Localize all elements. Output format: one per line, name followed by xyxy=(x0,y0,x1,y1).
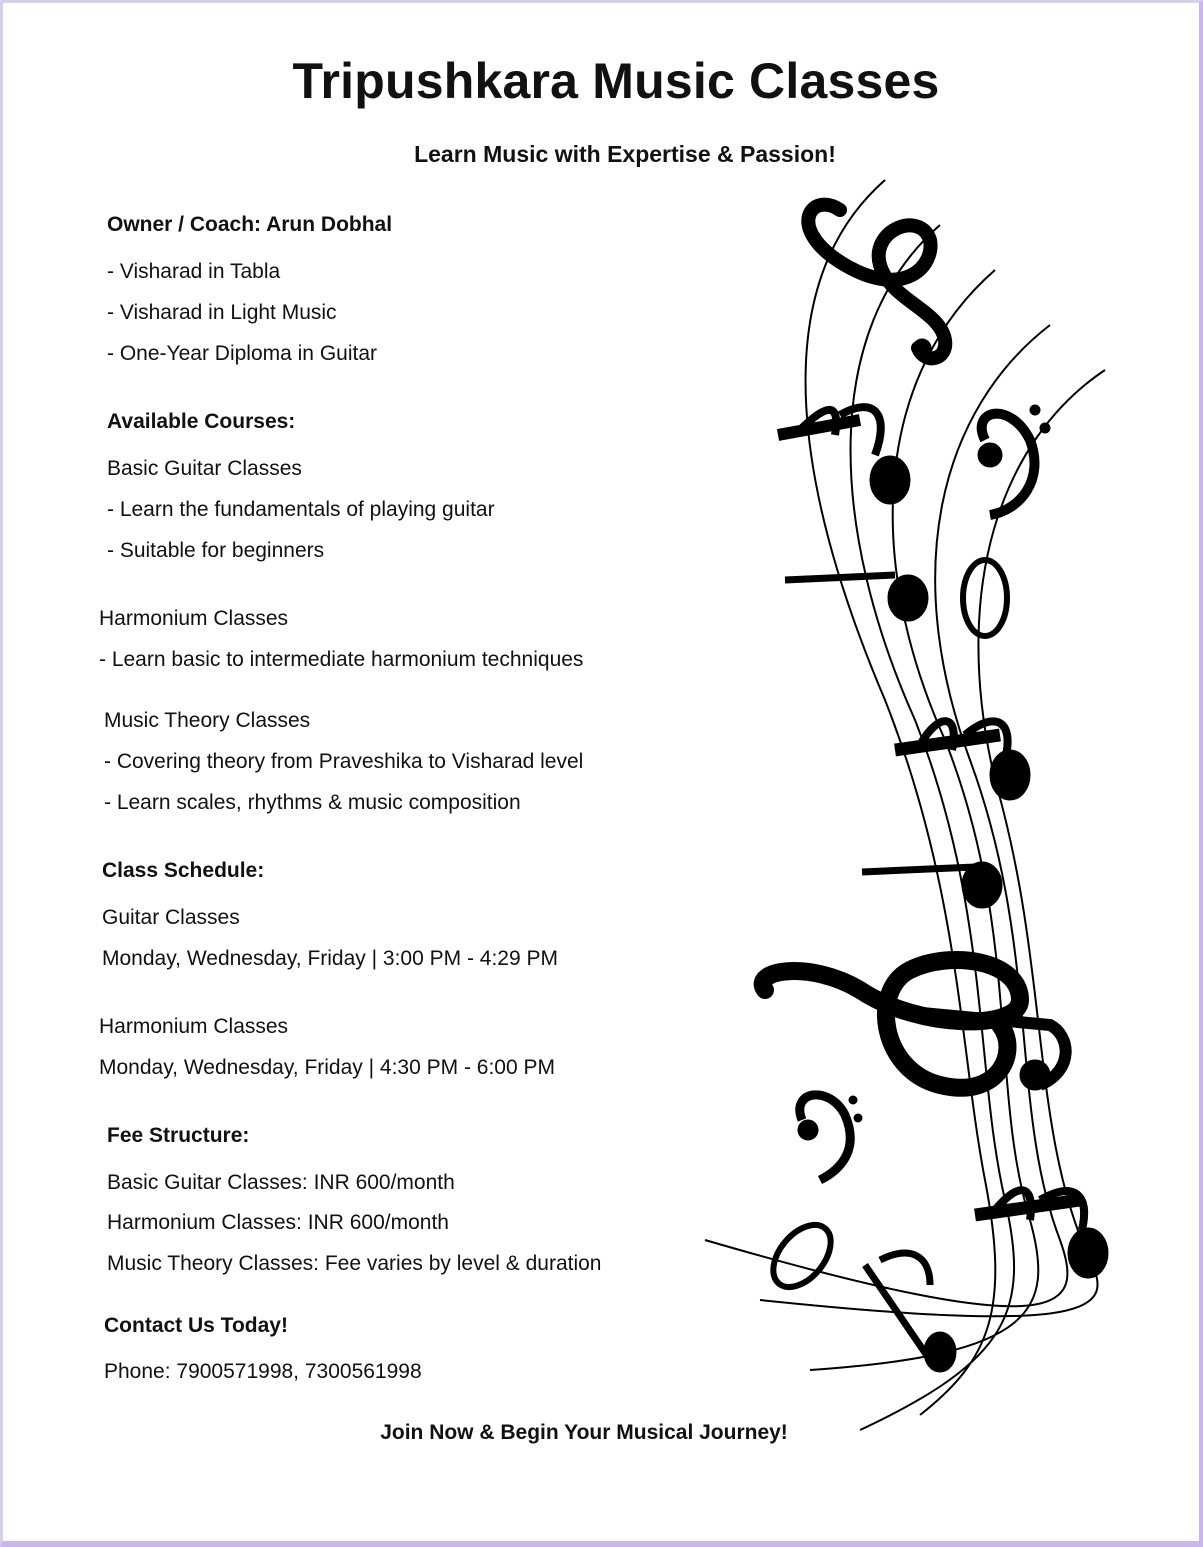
tagline: Learn Music with Expertise & Passion! xyxy=(414,141,836,167)
owner-qualification: - Visharad in Light Music xyxy=(107,301,337,324)
course-theory-point: - Covering theory from Praveshika to Visharad level xyxy=(104,750,584,773)
course-guitar-name: Basic Guitar Classes xyxy=(107,457,302,480)
course-theory-name: Music Theory Classes xyxy=(104,709,311,732)
schedule-guitar-time: Monday, Wednesday, Friday | 3:00 PM - 4:29 PM xyxy=(102,947,558,970)
closing-line: Join Now & Begin Your Musical Journey! xyxy=(380,1421,788,1444)
course-theory-point: - Learn scales, rhythms & music composition xyxy=(104,791,521,814)
schedule-heading: Class Schedule: xyxy=(102,859,265,882)
courses-heading: Available Courses: xyxy=(107,410,296,433)
course-guitar-point: - Suitable for beginners xyxy=(107,539,325,562)
course-guitar-point: - Learn the fundamentals of playing guitar xyxy=(107,498,495,521)
schedule-harmonium-time: Monday, Wednesday, Friday | 4:30 PM - 6:00 PM xyxy=(99,1056,555,1079)
fee-item: Basic Guitar Classes: INR 600/month xyxy=(107,1171,455,1194)
course-harmonium-point: - Learn basic to intermediate harmonium techniques xyxy=(99,648,584,671)
schedule-guitar-name: Guitar Classes xyxy=(102,906,240,929)
fee-item: Music Theory Classes: Fee varies by level & duration xyxy=(107,1252,602,1275)
fee-item: Harmonium Classes: INR 600/month xyxy=(107,1211,449,1234)
contact-phone: Phone: 7900571998, 7300561998 xyxy=(104,1360,422,1383)
owner-qualification: - Visharad in Tabla xyxy=(107,260,281,283)
owner-qualification: - One-Year Diploma in Guitar xyxy=(107,342,378,365)
fees-heading: Fee Structure: xyxy=(107,1124,250,1147)
schedule-harmonium-name: Harmonium Classes xyxy=(99,1015,289,1038)
course-harmonium-name: Harmonium Classes xyxy=(99,607,289,630)
contact-heading: Contact Us Today! xyxy=(104,1314,288,1337)
music-notes-staff-icon xyxy=(690,170,1120,1440)
page-title: Tripushkara Music Classes xyxy=(292,53,940,109)
owner-heading: Owner / Coach: Arun Dobhal xyxy=(107,213,393,236)
